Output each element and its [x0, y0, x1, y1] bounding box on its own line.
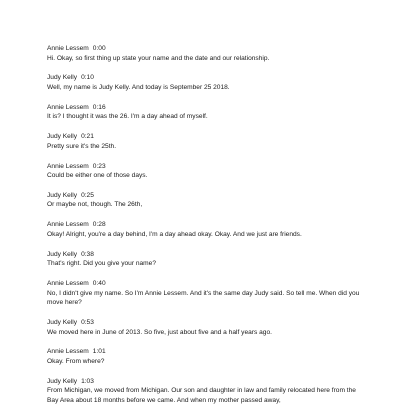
- speaker-name: Judy Kelly: [47, 191, 78, 199]
- speaker-name: Annie Lessem: [47, 45, 89, 52]
- speaker-name: Judy Kelly: [47, 318, 78, 326]
- timestamp: 0:10: [81, 74, 94, 82]
- utterance-text: It is? I thought it was the 26. I'm a day ahead of myself.: [47, 113, 208, 121]
- timestamp: 1:01: [92, 348, 106, 356]
- timestamp: 0:53: [81, 318, 94, 326]
- utterance-text: That's right. Did you give your name?: [47, 260, 157, 268]
- timestamp: 0:21: [81, 133, 94, 141]
- transcript: [47, 44, 369, 416]
- speaker-name: Annie Lessem: [47, 280, 89, 287]
- timestamp: 0:28: [92, 221, 106, 229]
- speaker-name: Judy Kelly: [47, 133, 78, 141]
- transcript-entry: [47, 250, 369, 269]
- speaker-line: [47, 44, 369, 54]
- speaker-line: [47, 132, 369, 142]
- utterance-text: Pretty sure it's the 25th.: [47, 142, 117, 150]
- timestamp: 0:00: [92, 45, 106, 52]
- transcript-entry: [47, 132, 369, 151]
- speaker-line: [47, 73, 369, 83]
- timestamp: 0:38: [81, 250, 94, 258]
- speaker-name: Judy Kelly: [47, 250, 78, 258]
- timestamp: 1:03: [81, 377, 94, 385]
- timestamp: 0:25: [81, 191, 94, 199]
- timestamp: 0:40: [92, 280, 106, 287]
- transcript-entry: [47, 44, 369, 63]
- utterance-text: Well, my name is Judy Kelly. And today is September 25 2018.: [47, 83, 230, 91]
- transcript-entry: [47, 318, 369, 337]
- speaker-line: [47, 162, 369, 172]
- speaker-line: [47, 103, 369, 113]
- utterance-text: From Michigan, we moved from Michigan. Our son and daughter in law and family relocated here from the Bay Area about 18 months before we came. And when my mother passed away,: [47, 387, 356, 404]
- utterance-text: We moved here in June of 2013. So five, just about five and a half years ago.: [47, 328, 272, 336]
- transcript-entry: [47, 377, 369, 406]
- speaker-name: Annie Lessem: [47, 348, 89, 356]
- speaker-name: Judy Kelly: [47, 377, 78, 385]
- transcript-entry: [47, 279, 369, 308]
- speaker-line: [47, 377, 369, 387]
- transcript-entry: [47, 191, 369, 210]
- utterance-text: No, I didn't give my name. So I'm Annie Lessem. And it's the same day Judy said. So tell me. When did you move here?: [47, 289, 360, 307]
- transcript-entry: [47, 220, 369, 239]
- speaker-name: Annie Lessem: [47, 162, 89, 170]
- speaker-name: Annie Lessem: [47, 103, 89, 111]
- utterance-text: Or maybe not, though. The 26th,: [47, 201, 143, 209]
- timestamp: 0:16: [92, 103, 106, 111]
- speaker-name: Annie Lessem: [47, 221, 89, 229]
- timestamp: 0:23: [92, 162, 106, 170]
- transcript-entry: [47, 162, 369, 181]
- speaker-line: [47, 250, 369, 260]
- speaker-line: [47, 191, 369, 201]
- speaker-line: [47, 279, 369, 289]
- utterance-text: Okay. From where?: [47, 357, 105, 365]
- transcript-entry: [47, 73, 369, 92]
- speaker-line: [47, 220, 369, 230]
- transcript-entry: [47, 347, 369, 366]
- speaker-line: [47, 318, 369, 328]
- utterance-text: Could be either one of those days.: [47, 172, 148, 180]
- speaker-name: Judy Kelly: [47, 74, 78, 82]
- speaker-line: [47, 347, 369, 357]
- utterance-text: Hi. Okay, so first thing up state your name and the date and our relationship.: [47, 54, 270, 62]
- utterance-text: Okay! Alright, you're a day behind, I'm a day ahead okay. Okay. And we just are friends.: [47, 230, 302, 238]
- transcript-entry: [47, 103, 369, 122]
